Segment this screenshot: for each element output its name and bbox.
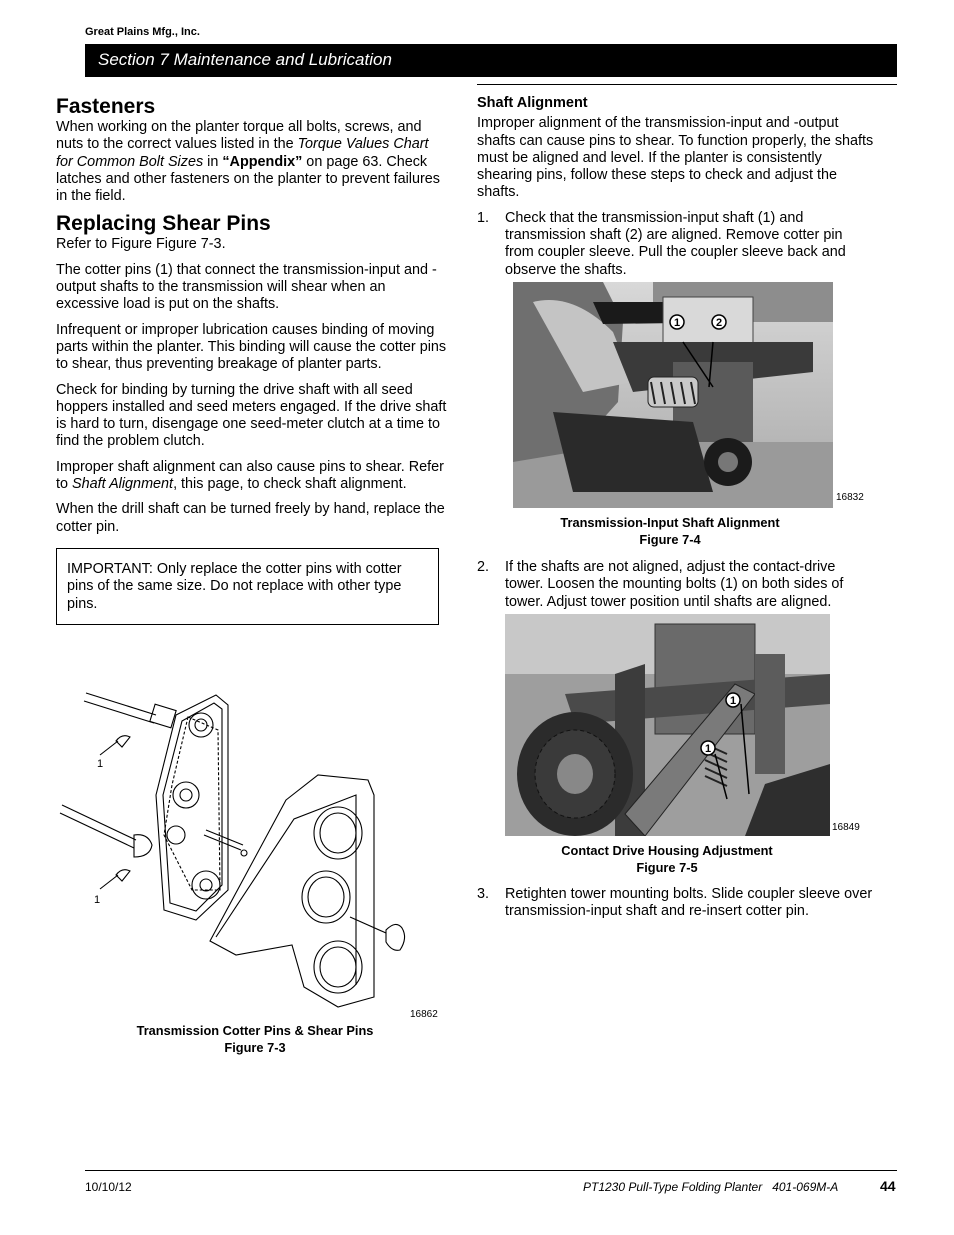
figure-7-5-callout-2: 1	[704, 743, 712, 755]
section-title: Section 7 Maintenance and Lubrication	[98, 50, 392, 69]
figure-7-5-label: Figure 7-5	[636, 860, 698, 875]
shaft-alignment-reference[interactable]: Shaft Alignment	[72, 476, 174, 493]
figure-7-4-caption: Transmission-Input Shaft Alignment	[560, 515, 780, 530]
shear-pins-paragraph-3: Check for binding by turning the drive shaft with all seed hoppers installed and seed meters engaged. If the drive shaft is hard to turn, disengage one seed-meter clutch at a time to find the problem clutch.	[56, 381, 447, 450]
step-item	[477, 886, 875, 921]
step-item	[477, 210, 875, 279]
figure-7-4-caption-block	[515, 514, 825, 548]
step-item	[477, 559, 875, 611]
figure-7-4-number: 16832	[836, 492, 864, 503]
important-note-box	[56, 548, 439, 625]
step-number: 2.	[477, 559, 490, 575]
shear-pins-paragraph-1: The cotter pins (1) that connect the transmission-input and -output shafts to the transmission will shear when an excessive load is put on the shafts.	[56, 261, 437, 313]
figure-7-5-caption: Contact Drive Housing Adjustment	[561, 843, 773, 858]
figure-7-3-label: Figure 7-3	[224, 1040, 286, 1055]
figure-7-5-photo	[505, 614, 830, 836]
alignment-steps	[477, 886, 875, 921]
figure-7-5-callout-1: 1	[729, 695, 737, 707]
right-column	[477, 95, 875, 287]
shaft-alignment-heading: Shaft Alignment	[477, 95, 588, 111]
shear-pins-paragraph-5: When the drill shaft can be turned freely by hand, replace the cotter pin.	[56, 501, 445, 535]
figure-7-4-callout-2: 2	[715, 317, 723, 329]
paragraph-text: Improper shaft alignment can also cause pins to shear. Refer to	[56, 458, 444, 493]
step-text: Check that the transmission-input shaft (1) and transmission shaft (2) are aligned. Remove cotter pin from coupler sleeve. Pull the coupler sleeve back and observe the shafts.	[505, 209, 846, 278]
fasteners-text: in	[203, 153, 223, 170]
appendix-reference[interactable]: “Appendix”	[222, 153, 303, 170]
shear-pins-paragraph-4	[56, 459, 448, 494]
footer-manual-title: PT1230 Pull-Type Folding Planter 401-069M-A	[583, 1180, 839, 1194]
figure-7-3-callout-2: 1	[94, 894, 101, 906]
figure-7-3-drawing	[56, 685, 448, 1020]
fasteners-text: When working on the planter torque all bolts, screws, and nuts to the correct values listed in the	[56, 119, 422, 153]
company-name: Great Plains Mfg., Inc.	[85, 26, 200, 38]
figure-7-3-number: 16862	[410, 1009, 438, 1020]
shaft-alignment-intro: Improper alignment of the transmission-input and -output shafts can cause pins to shear. To function properly, the shafts must be aligned and level. If the planter is consistently shearing pins, follow these steps to check and adjust the shafts.	[477, 115, 874, 201]
step-text: Retighten tower mounting bolts. Slide coupler sleeve over transmission-input shaft and re-insert cotter pin.	[505, 886, 873, 920]
step-text: If the shafts are not aligned, adjust the contact-drive tower. Loosen the mounting bolts (1) on both sides of tower. Adjust tower position until shafts are aligned.	[505, 559, 844, 610]
torque-chart-reference[interactable]: Torque Values Chart for Common Bolt Sizes	[56, 136, 429, 170]
fasteners-paragraph	[56, 119, 448, 205]
paragraph-text: , this page, to check shaft alignment.	[173, 476, 407, 493]
figure-7-3-caption: Transmission Cotter Pins & Shear Pins	[136, 1023, 374, 1038]
right-column-step-3	[477, 886, 875, 929]
right-column-step-2	[477, 559, 875, 619]
figure-7-4-callout-1: 1	[673, 317, 681, 329]
footer-rule	[85, 1170, 897, 1171]
section-header-bar	[85, 44, 897, 77]
shear-pins-paragraph-2: Infrequent or improper lubrication causes binding of moving parts within the planter. This binding will cause the cotter pins to shear, thus preventing breakage of planter parts.	[56, 321, 447, 373]
alignment-steps	[477, 210, 875, 279]
fasteners-text: on page 63. Check latches and other fasteners on the planter to prevent failures in the field.	[56, 153, 440, 205]
figure-7-3-callout-1: 1	[97, 758, 104, 770]
step-number: 1.	[477, 209, 490, 226]
figure-reference: Refer to Figure Figure 7-3.	[56, 236, 226, 253]
figure-7-3-caption-block	[100, 1022, 410, 1056]
replacing-shear-pins-heading: Replacing Shear Pins	[56, 212, 271, 236]
right-column-rule	[477, 84, 897, 85]
figure-7-4-label: Figure 7-4	[639, 532, 701, 547]
footer-date: 10/10/12	[85, 1180, 132, 1194]
important-note-text: IMPORTANT: Only replace the cotter pins with cotter pins of the same size. Do not replace with other type pins.	[67, 560, 402, 612]
fasteners-heading: Fasteners	[56, 95, 156, 118]
step-number: 3.	[477, 886, 490, 902]
alignment-steps	[477, 559, 875, 611]
page-number: 44	[880, 1178, 896, 1194]
figure-7-4-photo	[513, 282, 833, 508]
left-column	[56, 94, 448, 625]
figure-7-5-number: 16849	[832, 822, 860, 833]
figure-7-5-caption-block	[512, 842, 822, 876]
